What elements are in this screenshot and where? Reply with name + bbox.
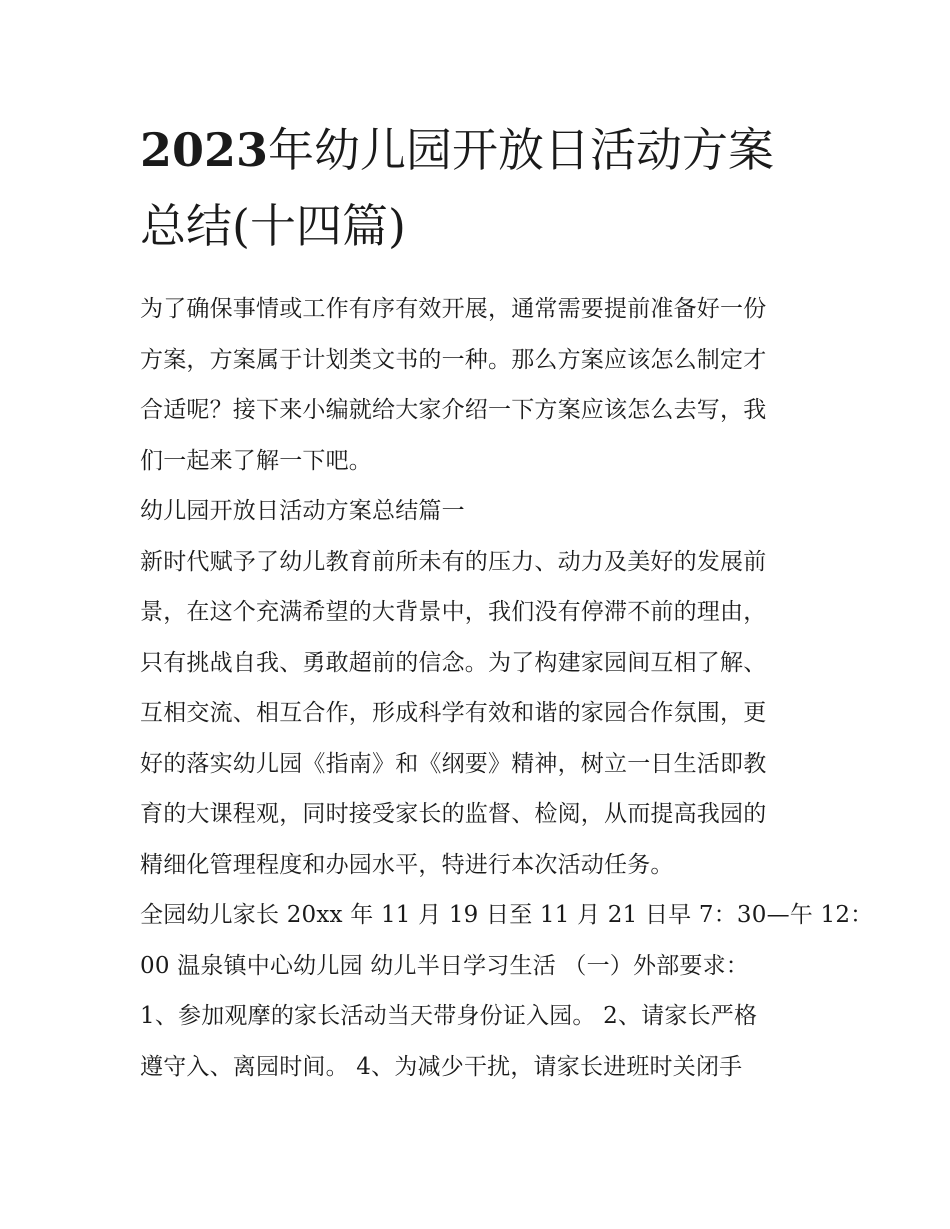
- title-year: 2023: [140, 123, 269, 177]
- paragraph-line: 育的大课程观，同时接受家长的监督、检阅，从而提高我园的: [140, 801, 767, 827]
- document-page: [140, 112, 874, 1092]
- paragraph-line: 只有挑战自我、勇敢超前的信念。为了构建家园间互相了解、: [140, 649, 767, 676]
- paragraph-line: 新时代赋予了幼儿教育前所未有的压力、动力及美好的发展前: [140, 548, 767, 575]
- intro-paragraph: [140, 284, 812, 486]
- paragraph-line: 00 温泉镇中心幼儿园 幼儿半日学习生活 （一）外部要求：: [140, 952, 749, 979]
- section-heading: [140, 486, 812, 537]
- paragraph-line: 1、参加观摩的家长活动当天带身份证入园。 2、请家长严格: [140, 1003, 758, 1029]
- paragraph-line: 景，在这个充满希望的大背景中，我们没有停滞不前的理由，: [140, 599, 767, 625]
- document-title: [140, 112, 812, 264]
- paragraph-line: 好的落实幼儿园《指南》和《纲要》精神，树立一日生活即教: [140, 750, 767, 777]
- title-line-1: [140, 112, 812, 188]
- paragraph-line: 精细化管理程度和办园水平，特进行本次活动任务。: [140, 851, 674, 878]
- title-line-2: 总结(十四篇): [140, 199, 406, 253]
- paragraph-line: 互相交流、相互合作，形成科学有效和谐的家园合作氛围，更: [140, 700, 767, 726]
- section-heading-text: 幼儿园开放日活动方案总结篇一: [140, 498, 465, 524]
- paragraph-2: [140, 890, 874, 1092]
- paragraph-line: 全园幼儿家长 20xx 年 11 月 19 日至 11 月 21 日早 7：30—午 12：: [140, 902, 874, 928]
- intro-line: 方案，方案属于计划类文书的一种。那么方案应该怎么制定才: [140, 346, 767, 373]
- intro-line: 合适呢？接下来小编就给大家介绍一下方案应该怎么去写，我: [140, 397, 767, 423]
- intro-line: 为了确保事情或工作有序有效开展，通常需要提前准备好一份: [140, 296, 767, 322]
- title-line-1-text: 年幼儿园开放日活动方案: [268, 123, 775, 177]
- intro-line: 们一起来了解一下吧。: [140, 447, 372, 474]
- paragraph-1: [140, 537, 812, 891]
- paragraph-line: 遵守入、离园时间。 4、为减少干扰，请家长进班时关闭手: [140, 1053, 743, 1080]
